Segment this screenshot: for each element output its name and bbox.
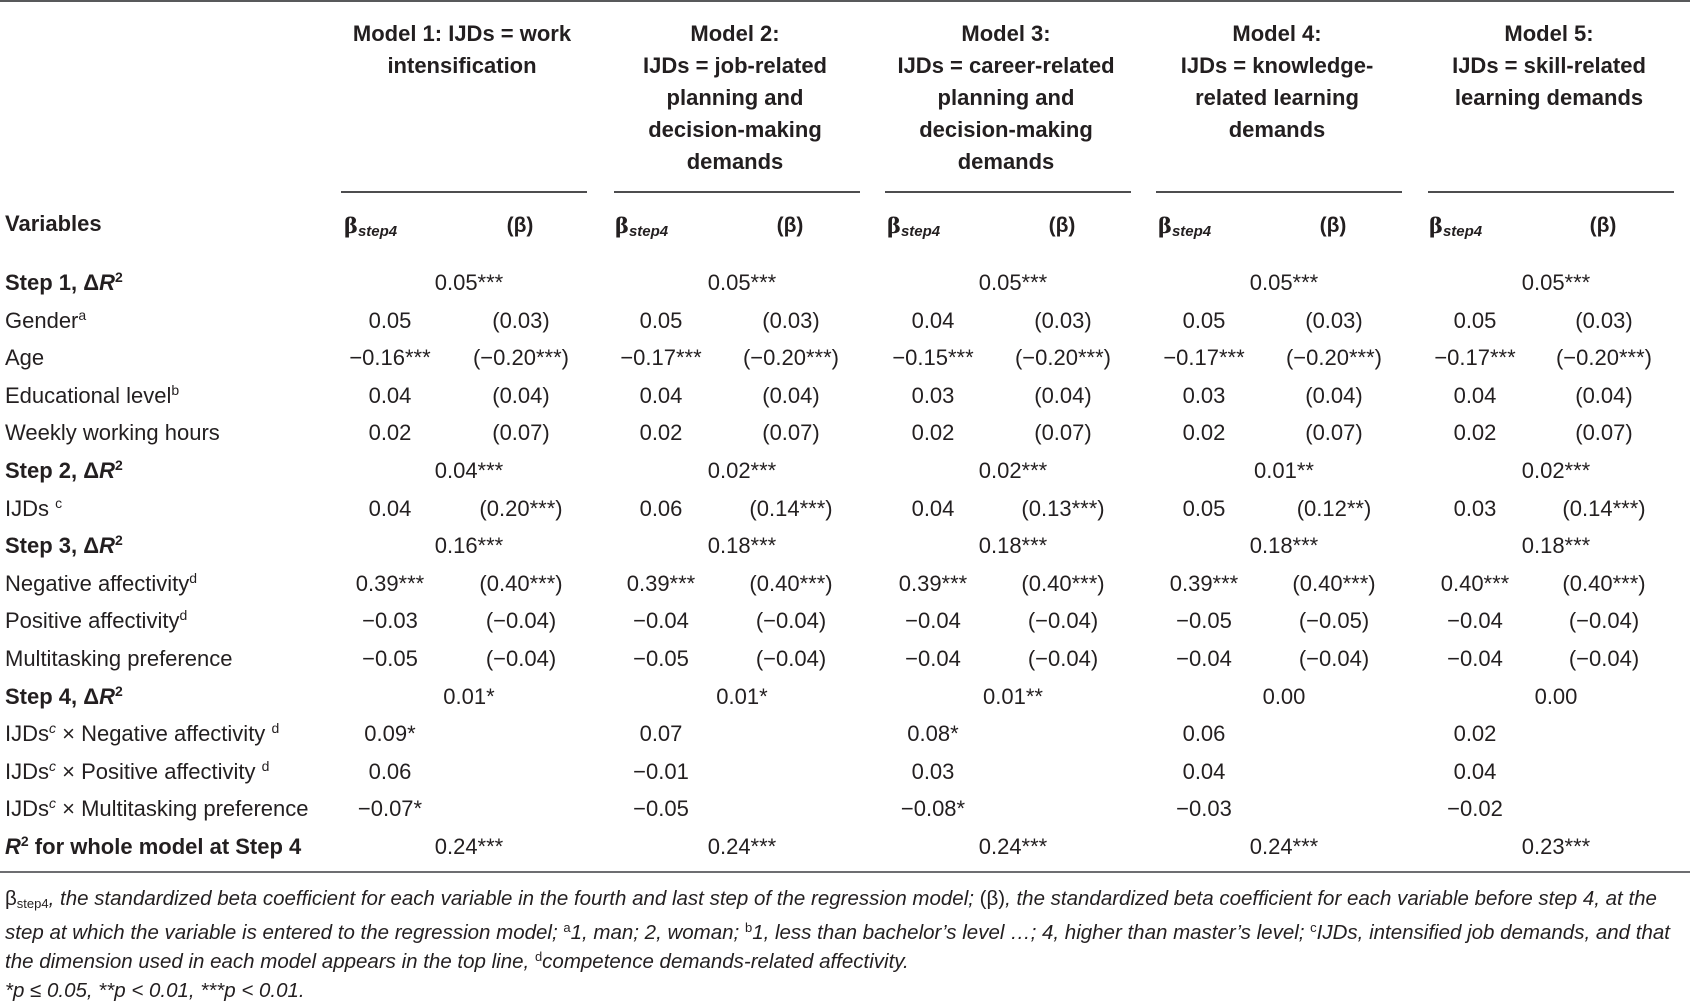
model-4-beta-entry: (0.40***) (1292, 570, 1376, 596)
table-row (0, 602, 1690, 639)
row-label-superscript: d (179, 607, 188, 624)
beta-subscript: step4 (628, 223, 669, 240)
row-label (5, 339, 44, 376)
table-row (0, 339, 1690, 376)
model-2-beta-entry: (0.40***) (749, 570, 833, 596)
row-label-rest: for whole model at Step 4 (28, 834, 302, 859)
row-label-superscript: b (171, 381, 180, 398)
note-text-a: 1, man; 2, woman; (570, 921, 745, 944)
model-2-beta-step4: 0.02 (639, 420, 683, 446)
model-header-line: Model 4: (1232, 21, 1322, 46)
model-1-beta-step4: 0.04 (368, 382, 412, 408)
model-2-beta-step4: −0.05 (633, 796, 689, 822)
model-header-line: demands (957, 149, 1055, 174)
row-label-superscript: 2 (20, 833, 29, 849)
model-header-line: intensification (387, 53, 537, 78)
model-4-rule (1156, 191, 1402, 193)
model-5-delta-r2: 0.00 (1534, 683, 1578, 709)
row-label-text: Step 1, ΔR (5, 270, 115, 295)
row-label-text: Step 2, ΔR (5, 458, 115, 483)
model-5-rule (1428, 191, 1674, 193)
model-header-line: IJDs = skill-related (1452, 53, 1646, 78)
row-label-superscript-2: d (261, 757, 270, 774)
note-sup-d: d (534, 949, 543, 964)
model-1-delta-r2: 0.04*** (434, 458, 504, 483)
model-2-beta-entry: (0.07) (762, 420, 820, 446)
beta-subscript: step4 (1171, 223, 1212, 240)
model-2-beta-entry: (0.03) (762, 307, 820, 333)
model-1-beta-step4: 0.39*** (355, 570, 425, 596)
model-2-beta-entry: (0.14***) (749, 495, 833, 521)
row-label (5, 715, 279, 752)
model-3-beta-step4: 0.02 (911, 420, 955, 446)
row-label-superscript: 2 (114, 532, 123, 549)
model-3-rule (885, 191, 1131, 193)
model-4-beta-step4: −0.17*** (1163, 345, 1245, 371)
model-3-beta-step4: −0.15*** (892, 345, 974, 371)
model-3-beta-entry: (0.13***) (1021, 495, 1105, 521)
model-header-line: decision-making (648, 117, 822, 142)
model-5-beta-step4: 0.04 (1453, 758, 1497, 784)
model-5-beta-step4: 0.05 (1453, 307, 1497, 333)
table-row (0, 565, 1690, 602)
model-1-beta-entry: (0.40***) (479, 570, 563, 596)
table-row (0, 678, 1690, 715)
model-2-beta-step4: 0.04 (639, 382, 683, 408)
row-label-text: Negative affectivity (5, 570, 190, 596)
table-row (0, 828, 1690, 865)
model-5-beta-step4: 0.02 (1453, 721, 1497, 747)
model-3-beta-step4: 0.04 (911, 307, 955, 333)
model-3-beta-entry: (0.04) (1034, 382, 1092, 408)
row-label-text: Educational level (5, 382, 172, 408)
model-2-rule (614, 191, 860, 193)
model-4-delta-r2: 0.01** (1254, 458, 1314, 483)
model-4-beta-step4: 0.02 (1182, 420, 1226, 446)
model-2-beta-step4: 0.07 (639, 721, 683, 747)
paren-beta-header: (β) (1319, 214, 1347, 237)
beta-symbol: β (344, 213, 358, 238)
notes-rule (0, 871, 1690, 873)
row-label (5, 414, 220, 451)
row-label-superscript: d (189, 569, 198, 586)
r-symbol: R (99, 683, 115, 709)
row-label-superscript: c (49, 720, 56, 737)
model-1-beta-entry: (−0.04) (485, 646, 557, 671)
row-label-superscript: 2 (114, 682, 123, 699)
table-row (0, 527, 1690, 564)
model-1-delta-r2: 0.05*** (434, 270, 504, 295)
row-label-text: Weekly working hours (5, 420, 220, 446)
row-label (5, 678, 123, 715)
model-header-line: Model 1: IJDs = work (352, 21, 572, 46)
model-header-line: Model 5: (1504, 21, 1594, 46)
model-2-beta-step4: 0.05 (639, 307, 683, 333)
paren-beta-header: (β) (776, 214, 804, 237)
model-3-beta-step4: −0.08* (900, 796, 966, 822)
note-sup-a: a (563, 920, 571, 935)
row-label-text: R (5, 834, 21, 859)
model-5-delta-r2: 0.18*** (1521, 533, 1591, 559)
model-5-beta-entry: (0.04) (1575, 382, 1633, 408)
model-3-beta-step4: 0.03 (911, 758, 955, 784)
note-text-d: competence demands-related affectivity. (542, 950, 909, 973)
model-4-beta-step4: 0.06 (1182, 721, 1226, 747)
model-4-delta-r2: 0.24*** (1249, 834, 1319, 859)
model-5-beta-entry: (−0.20***) (1555, 345, 1652, 371)
model-5-beta-step4: −0.04 (1447, 646, 1503, 671)
table-row (0, 414, 1690, 451)
model-1-beta-step4: −0.05 (362, 646, 418, 671)
model-2-header (610, 18, 860, 178)
model-5-beta-step4: 0.03 (1453, 495, 1497, 521)
table-row (0, 753, 1690, 790)
model-2-delta-r2: 0.02*** (707, 458, 777, 483)
model-5-header (1424, 18, 1674, 114)
row-label (5, 490, 62, 527)
model-5-beta-step4: 0.02 (1453, 420, 1497, 446)
model-2-beta-step4: −0.05 (633, 646, 689, 671)
row-label-text: IJDs (5, 495, 56, 521)
model-1-beta-entry: (0.03) (492, 307, 550, 333)
model-3-beta-entry: (−0.20***) (1014, 345, 1111, 371)
model-1-beta-step4: 0.05 (368, 307, 412, 333)
table-row (0, 302, 1690, 339)
notes-paragraph (5, 884, 1690, 976)
note-text-2: , the standardized beta coefficient for each variable before step 4, at the step at which the variable is entered to the regression model; (5, 887, 1657, 944)
model-5-beta-entry: (−0.04) (1568, 646, 1640, 671)
model-3-beta-entry: (0.40***) (1021, 570, 1105, 596)
table-row (0, 452, 1690, 489)
row-label (5, 377, 179, 414)
note-paren-beta: (β) (979, 887, 1006, 910)
table-row (0, 264, 1690, 301)
model-4-beta-entry: (−0.05) (1298, 608, 1370, 634)
row-label-text: Step 4, ΔR (5, 683, 115, 709)
model-1-beta-step4: −0.03 (362, 608, 418, 634)
model-header-line: demands (686, 149, 784, 174)
model-1-beta-step4: 0.04 (368, 495, 412, 521)
model-1-beta-step4: −0.16*** (349, 345, 431, 371)
row-label-rest: × Negative affectivity (56, 721, 272, 747)
note-text-1: , the standardized beta coefficient for each variable in the fourth and last step of the regression model; (48, 887, 980, 910)
beta-symbol: β (887, 213, 901, 238)
model-4-beta-entry: (−0.04) (1298, 646, 1370, 671)
model-header-line: planning and (666, 85, 804, 110)
model-2-delta-r2: 0.01* (716, 683, 768, 709)
table-row (0, 715, 1690, 752)
model-3-header (881, 18, 1131, 178)
model-header-line: demands (1228, 117, 1326, 142)
paren-beta-header: (β) (1048, 214, 1076, 237)
model-2-delta-r2: 0.05*** (707, 270, 777, 295)
beta-symbol: β (1158, 213, 1172, 238)
r-symbol: R (99, 458, 115, 483)
paren-beta-header: (β) (506, 214, 534, 237)
row-label (5, 828, 301, 865)
beta-step4-header (887, 211, 940, 247)
table-row (0, 640, 1690, 677)
row-label (5, 602, 187, 639)
beta-subscript: step4 (1442, 223, 1483, 240)
row-label-rest: × Multitasking preference (56, 796, 309, 822)
model-3-beta-step4: 0.03 (911, 382, 955, 408)
significance-note: *p ≤ 0.05, **p < 0.01, ***p < 0.01. (5, 979, 305, 1002)
model-5-beta-entry: (0.07) (1575, 420, 1633, 446)
model-4-beta-step4: 0.05 (1182, 307, 1226, 333)
row-label (5, 565, 197, 602)
beta-subscript: step4 (357, 223, 398, 240)
paren-beta-header: (β) (1589, 214, 1617, 237)
row-label-text: IJDs (5, 721, 49, 747)
model-2-delta-r2: 0.18*** (707, 533, 777, 559)
beta-symbol: β (1429, 213, 1443, 238)
model-1-beta-step4: −0.07* (357, 796, 423, 822)
model-1-rule (341, 191, 587, 193)
top-rule (0, 0, 1690, 2)
note-beta-symbol: β (5, 887, 17, 910)
model-2-beta-entry: (0.04) (762, 382, 820, 408)
note-sup-c: c (1310, 920, 1317, 935)
model-5-beta-step4: −0.04 (1447, 608, 1503, 634)
model-1-beta-entry: (0.20***) (479, 495, 563, 521)
model-4-delta-r2: 0.00 (1262, 683, 1306, 709)
model-2-beta-step4: 0.39*** (626, 570, 696, 596)
model-3-beta-step4: −0.04 (905, 608, 961, 634)
beta-step4-header (1158, 211, 1211, 247)
model-4-beta-entry: (−0.20***) (1285, 345, 1382, 371)
r-symbol: R (99, 270, 115, 295)
row-label-text: Multitasking preference (5, 646, 233, 671)
model-1-delta-r2: 0.16*** (434, 533, 504, 559)
model-1-beta-step4: 0.09* (364, 721, 416, 747)
model-3-delta-r2: 0.24*** (978, 834, 1048, 859)
model-3-beta-step4: 0.39*** (898, 570, 968, 596)
model-4-delta-r2: 0.05*** (1249, 270, 1319, 295)
row-label-superscript-2: d (271, 720, 280, 737)
model-5-beta-step4: −0.17*** (1434, 345, 1516, 371)
model-5-beta-step4: 0.40*** (1440, 570, 1510, 596)
row-label-text: Step 3, ΔR (5, 533, 115, 559)
model-5-delta-r2: 0.23*** (1521, 834, 1591, 859)
row-label (5, 302, 86, 339)
model-3-beta-step4: 0.08* (907, 721, 959, 747)
model-1-beta-entry: (0.04) (492, 382, 550, 408)
model-3-beta-step4: −0.04 (905, 646, 961, 671)
model-1-delta-r2: 0.01* (443, 683, 495, 709)
model-1-beta-entry: (−0.20***) (472, 345, 569, 371)
row-label (5, 452, 123, 489)
row-label-text: IJDs (5, 796, 49, 822)
row-label-text: Positive affectivity (5, 608, 180, 634)
table-row (0, 790, 1690, 827)
model-4-beta-step4: −0.03 (1176, 796, 1232, 822)
model-header-line: decision-making (919, 117, 1093, 142)
model-5-beta-step4: −0.02 (1447, 796, 1503, 822)
model-2-beta-step4: −0.17*** (620, 345, 702, 371)
model-5-delta-r2: 0.05*** (1521, 270, 1591, 295)
beta-step4-header (615, 211, 668, 247)
table-notes (5, 884, 1690, 1005)
model-3-delta-r2: 0.05*** (978, 270, 1048, 295)
model-3-beta-entry: (−0.04) (1027, 608, 1099, 634)
model-header-line: learning demands (1454, 85, 1644, 110)
row-label-superscript: c (49, 757, 56, 774)
model-5-beta-entry: (0.03) (1575, 307, 1633, 333)
model-2-beta-entry: (−0.20***) (742, 345, 839, 371)
table-row (0, 490, 1690, 527)
model-header-line: related learning (1195, 85, 1359, 110)
table-row (0, 377, 1690, 414)
model-header-line: IJDs = job-related (642, 53, 827, 78)
row-label-superscript: 2 (114, 269, 123, 285)
model-4-beta-step4: 0.39*** (1169, 570, 1239, 596)
model-5-beta-entry: (−0.04) (1568, 608, 1640, 634)
model-1-beta-entry: (−0.04) (485, 608, 557, 634)
row-label (5, 527, 123, 564)
row-label (5, 640, 232, 677)
model-4-beta-entry: (0.12**) (1296, 495, 1372, 521)
model-header-line: planning and (937, 85, 1075, 110)
row-label-superscript: a (78, 306, 87, 323)
variables-header: Variables (5, 211, 102, 236)
note-beta-subscript: step4 (16, 896, 49, 911)
model-2-beta-step4: 0.06 (639, 495, 683, 521)
model-5-beta-entry: (0.40***) (1562, 570, 1646, 596)
model-5-beta-entry: (0.14***) (1562, 495, 1646, 521)
row-label-text: Age (5, 345, 45, 371)
model-header-line: Model 3: (961, 21, 1051, 46)
model-4-delta-r2: 0.18*** (1249, 533, 1319, 559)
model-3-delta-r2: 0.01** (983, 683, 1043, 709)
row-label-text: Gender (5, 307, 79, 333)
model-2-beta-entry: (−0.04) (755, 646, 827, 671)
row-label-superscript: c (55, 494, 63, 511)
beta-subscript: step4 (900, 223, 941, 240)
model-1-beta-entry: (0.07) (492, 420, 550, 446)
row-label (5, 753, 269, 790)
model-5-beta-step4: 0.04 (1453, 382, 1497, 408)
model-1-header (337, 18, 587, 82)
beta-step4-header (1429, 211, 1482, 247)
note-sup-b: b (744, 920, 753, 935)
model-3-beta-entry: (0.07) (1034, 420, 1092, 446)
beta-step4-header (344, 211, 397, 247)
model-4-beta-step4: −0.04 (1176, 646, 1232, 671)
model-5-delta-r2: 0.02*** (1521, 458, 1591, 483)
row-label-superscript: 2 (114, 457, 123, 473)
model-3-beta-entry: (−0.04) (1027, 646, 1099, 671)
row-label (5, 790, 309, 827)
model-header-line: IJDs = career-related (897, 53, 1115, 78)
model-header-line: Model 2: (690, 21, 780, 46)
model-3-delta-r2: 0.18*** (978, 533, 1048, 559)
model-3-beta-entry: (0.03) (1034, 307, 1092, 333)
note-text-b: 1, less than bachelor’s level …; 4, higher than master’s level; (752, 921, 1311, 944)
model-4-beta-entry: (0.04) (1305, 382, 1363, 408)
row-label-superscript: c (49, 795, 56, 812)
note-text-c: IJDs, intensified job demands, and that the dimension used in each model appears in the top line, (5, 921, 1670, 973)
model-1-beta-step4: 0.06 (368, 758, 412, 784)
model-2-delta-r2: 0.24*** (707, 834, 777, 859)
model-3-beta-step4: 0.04 (911, 495, 955, 521)
row-label-text: IJDs (5, 758, 49, 784)
row-label-rest: × Positive affectivity (56, 758, 262, 784)
model-3-delta-r2: 0.02*** (978, 458, 1048, 483)
model-2-beta-entry: (−0.04) (755, 608, 827, 634)
beta-symbol: β (615, 213, 629, 238)
model-2-beta-step4: −0.04 (633, 608, 689, 634)
model-4-beta-entry: (0.07) (1305, 420, 1363, 446)
model-1-beta-step4: 0.02 (368, 420, 412, 446)
model-4-header (1152, 18, 1402, 146)
model-header-line: IJDs = knowledge- (1180, 53, 1374, 78)
row-label (5, 264, 123, 301)
model-4-beta-step4: −0.05 (1176, 608, 1232, 634)
model-4-beta-step4: 0.03 (1182, 382, 1226, 408)
model-1-delta-r2: 0.24*** (434, 834, 504, 859)
r-symbol: R (99, 533, 115, 559)
model-2-beta-step4: −0.01 (633, 758, 689, 784)
model-4-beta-step4: 0.05 (1182, 495, 1226, 521)
model-4-beta-step4: 0.04 (1182, 758, 1226, 784)
model-4-beta-entry: (0.03) (1305, 307, 1363, 333)
